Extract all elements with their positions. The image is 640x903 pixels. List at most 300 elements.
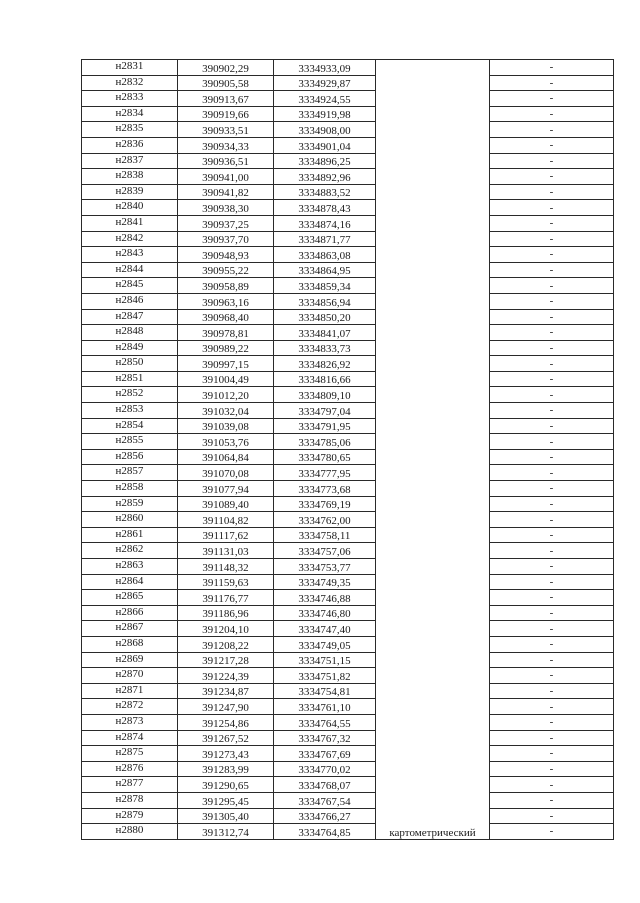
x-coordinate-cell: 390902,29	[178, 60, 274, 76]
x-coordinate-cell: 391290,65	[178, 777, 274, 793]
x-coordinate-cell: 391004,49	[178, 371, 274, 387]
accuracy-cell: -	[490, 403, 614, 419]
x-coordinate-cell: 390919,66	[178, 106, 274, 122]
point-number-cell: н2844	[82, 262, 178, 278]
table-row	[82, 761, 614, 777]
table-row	[82, 169, 614, 185]
point-number-cell: н2862	[82, 543, 178, 559]
accuracy-cell: -	[490, 481, 614, 497]
table-row	[82, 808, 614, 824]
y-coordinate-cell: 3334764,85	[274, 824, 376, 840]
x-coordinate-cell: 390968,40	[178, 309, 274, 325]
accuracy-cell: -	[490, 184, 614, 200]
point-number-cell: н2849	[82, 340, 178, 356]
method-cell	[376, 434, 490, 450]
y-coordinate-cell: 3334797,04	[274, 403, 376, 419]
x-coordinate-cell: 391273,43	[178, 746, 274, 762]
x-coordinate-cell: 391077,94	[178, 481, 274, 497]
point-number-cell: н2831	[82, 60, 178, 76]
table-row	[82, 777, 614, 793]
accuracy-cell: -	[490, 668, 614, 684]
method-cell: картометрический	[376, 824, 490, 840]
table-row	[82, 699, 614, 715]
y-coordinate-cell: 3334751,15	[274, 652, 376, 668]
x-coordinate-cell: 391012,20	[178, 387, 274, 403]
y-coordinate-cell: 3334757,06	[274, 543, 376, 559]
method-cell	[376, 465, 490, 481]
point-number-cell: н2848	[82, 325, 178, 341]
point-number-cell: н2842	[82, 231, 178, 247]
table-row	[82, 621, 614, 637]
table-row	[82, 403, 614, 419]
accuracy-cell: -	[490, 278, 614, 294]
y-coordinate-cell: 3334864,95	[274, 262, 376, 278]
accuracy-cell: -	[490, 325, 614, 341]
point-number-cell: н2838	[82, 169, 178, 185]
x-coordinate-cell: 390978,81	[178, 325, 274, 341]
coordinates-table	[81, 59, 614, 840]
method-cell	[376, 262, 490, 278]
table-row	[82, 652, 614, 668]
accuracy-cell: -	[490, 340, 614, 356]
table-row	[82, 449, 614, 465]
x-coordinate-cell: 391159,63	[178, 574, 274, 590]
x-coordinate-cell: 391295,45	[178, 792, 274, 808]
method-cell	[376, 325, 490, 341]
coordinates-table-body	[82, 60, 614, 840]
accuracy-cell: -	[490, 153, 614, 169]
accuracy-cell: -	[490, 730, 614, 746]
y-coordinate-cell: 3334764,55	[274, 714, 376, 730]
table-row	[82, 247, 614, 263]
x-coordinate-cell: 390938,30	[178, 200, 274, 216]
method-cell	[376, 449, 490, 465]
point-number-cell: н2864	[82, 574, 178, 590]
method-cell	[376, 247, 490, 263]
accuracy-cell: -	[490, 75, 614, 91]
x-coordinate-cell: 390948,93	[178, 247, 274, 263]
y-coordinate-cell: 3334753,77	[274, 559, 376, 575]
point-number-cell: н2872	[82, 699, 178, 715]
y-coordinate-cell: 3334933,09	[274, 60, 376, 76]
y-coordinate-cell: 3334746,88	[274, 590, 376, 606]
table-row	[82, 824, 614, 840]
point-number-cell: н2839	[82, 184, 178, 200]
accuracy-cell: -	[490, 746, 614, 762]
method-cell	[376, 590, 490, 606]
y-coordinate-cell: 3334761,10	[274, 699, 376, 715]
method-cell	[376, 574, 490, 590]
y-coordinate-cell: 3334929,87	[274, 75, 376, 91]
point-number-cell: н2856	[82, 449, 178, 465]
table-row	[82, 293, 614, 309]
x-coordinate-cell: 391131,03	[178, 543, 274, 559]
table-row	[82, 106, 614, 122]
x-coordinate-cell: 391064,84	[178, 449, 274, 465]
method-cell	[376, 527, 490, 543]
point-number-cell: н2841	[82, 215, 178, 231]
method-cell	[376, 792, 490, 808]
x-coordinate-cell: 390913,67	[178, 91, 274, 107]
x-coordinate-cell: 390934,33	[178, 137, 274, 153]
method-cell	[376, 153, 490, 169]
x-coordinate-cell: 391254,86	[178, 714, 274, 730]
x-coordinate-cell: 391208,22	[178, 636, 274, 652]
x-coordinate-cell: 390958,89	[178, 278, 274, 294]
table-row	[82, 714, 614, 730]
y-coordinate-cell: 3334769,19	[274, 496, 376, 512]
x-coordinate-cell: 390997,15	[178, 356, 274, 372]
method-cell	[376, 387, 490, 403]
table-row	[82, 527, 614, 543]
accuracy-cell: -	[490, 231, 614, 247]
method-cell	[376, 418, 490, 434]
method-cell	[376, 184, 490, 200]
point-number-cell: н2832	[82, 75, 178, 91]
accuracy-cell: -	[490, 262, 614, 278]
y-coordinate-cell: 3334773,68	[274, 481, 376, 497]
method-cell	[376, 137, 490, 153]
point-number-cell: н2853	[82, 403, 178, 419]
y-coordinate-cell: 3334816,66	[274, 371, 376, 387]
table-row	[82, 730, 614, 746]
table-row	[82, 668, 614, 684]
x-coordinate-cell: 390955,22	[178, 262, 274, 278]
y-coordinate-cell: 3334747,40	[274, 621, 376, 637]
accuracy-cell: -	[490, 574, 614, 590]
accuracy-cell: -	[490, 434, 614, 450]
method-cell	[376, 293, 490, 309]
table-row	[82, 91, 614, 107]
method-cell	[376, 605, 490, 621]
table-row	[82, 231, 614, 247]
y-coordinate-cell: 3334874,16	[274, 215, 376, 231]
x-coordinate-cell: 391117,62	[178, 527, 274, 543]
y-coordinate-cell: 3334766,27	[274, 808, 376, 824]
y-coordinate-cell: 3334785,06	[274, 434, 376, 450]
x-coordinate-cell: 391032,04	[178, 403, 274, 419]
accuracy-cell: -	[490, 605, 614, 621]
y-coordinate-cell: 3334859,34	[274, 278, 376, 294]
table-row	[82, 309, 614, 325]
point-number-cell: н2866	[82, 605, 178, 621]
point-number-cell: н2871	[82, 683, 178, 699]
point-number-cell: н2860	[82, 512, 178, 528]
table-row	[82, 262, 614, 278]
method-cell	[376, 403, 490, 419]
point-number-cell: н2880	[82, 824, 178, 840]
table-row	[82, 137, 614, 153]
table-row	[82, 481, 614, 497]
x-coordinate-cell: 391204,10	[178, 621, 274, 637]
x-coordinate-cell: 391217,28	[178, 652, 274, 668]
point-number-cell: н2854	[82, 418, 178, 434]
x-coordinate-cell: 391224,39	[178, 668, 274, 684]
y-coordinate-cell: 3334767,32	[274, 730, 376, 746]
point-number-cell: н2850	[82, 356, 178, 372]
table-row	[82, 590, 614, 606]
y-coordinate-cell: 3334908,00	[274, 122, 376, 138]
y-coordinate-cell: 3334767,69	[274, 746, 376, 762]
y-coordinate-cell: 3334777,95	[274, 465, 376, 481]
accuracy-cell: -	[490, 808, 614, 824]
y-coordinate-cell: 3334883,52	[274, 184, 376, 200]
table-row	[82, 122, 614, 138]
accuracy-cell: -	[490, 371, 614, 387]
x-coordinate-cell: 391089,40	[178, 496, 274, 512]
accuracy-cell: -	[490, 496, 614, 512]
point-number-cell: н2861	[82, 527, 178, 543]
accuracy-cell: -	[490, 122, 614, 138]
method-cell	[376, 777, 490, 793]
accuracy-cell: -	[490, 449, 614, 465]
method-cell	[376, 309, 490, 325]
accuracy-cell: -	[490, 777, 614, 793]
y-coordinate-cell: 3334749,05	[274, 636, 376, 652]
y-coordinate-cell: 3334833,73	[274, 340, 376, 356]
point-number-cell: н2835	[82, 122, 178, 138]
point-number-cell: н2868	[82, 636, 178, 652]
method-cell	[376, 652, 490, 668]
table-row	[82, 543, 614, 559]
method-cell	[376, 714, 490, 730]
table-row	[82, 371, 614, 387]
x-coordinate-cell: 391053,76	[178, 434, 274, 450]
x-coordinate-cell: 390941,82	[178, 184, 274, 200]
y-coordinate-cell: 3334754,81	[274, 683, 376, 699]
x-coordinate-cell: 390989,22	[178, 340, 274, 356]
table-row	[82, 496, 614, 512]
x-coordinate-cell: 390933,51	[178, 122, 274, 138]
table-row	[82, 340, 614, 356]
accuracy-cell: -	[490, 309, 614, 325]
table-row	[82, 792, 614, 808]
accuracy-cell: -	[490, 106, 614, 122]
point-number-cell: н2874	[82, 730, 178, 746]
y-coordinate-cell: 3334901,04	[274, 137, 376, 153]
method-cell	[376, 699, 490, 715]
coordinates-document	[81, 59, 613, 840]
point-number-cell: н2851	[82, 371, 178, 387]
method-cell	[376, 278, 490, 294]
table-row	[82, 75, 614, 91]
x-coordinate-cell: 390963,16	[178, 293, 274, 309]
accuracy-cell: -	[490, 652, 614, 668]
method-cell	[376, 200, 490, 216]
method-cell	[376, 340, 490, 356]
method-cell	[376, 91, 490, 107]
point-number-cell: н2852	[82, 387, 178, 403]
accuracy-cell: -	[490, 683, 614, 699]
y-coordinate-cell: 3334767,54	[274, 792, 376, 808]
y-coordinate-cell: 3334751,82	[274, 668, 376, 684]
y-coordinate-cell: 3334892,96	[274, 169, 376, 185]
method-cell	[376, 496, 490, 512]
accuracy-cell: -	[490, 247, 614, 263]
x-coordinate-cell: 391176,77	[178, 590, 274, 606]
method-cell	[376, 621, 490, 637]
table-row	[82, 200, 614, 216]
y-coordinate-cell: 3334863,08	[274, 247, 376, 263]
table-row	[82, 512, 614, 528]
method-cell	[376, 356, 490, 372]
accuracy-cell: -	[490, 699, 614, 715]
y-coordinate-cell: 3334841,07	[274, 325, 376, 341]
accuracy-cell: -	[490, 590, 614, 606]
y-coordinate-cell: 3334924,55	[274, 91, 376, 107]
y-coordinate-cell: 3334780,65	[274, 449, 376, 465]
point-number-cell: н2878	[82, 792, 178, 808]
y-coordinate-cell: 3334791,95	[274, 418, 376, 434]
method-cell	[376, 169, 490, 185]
y-coordinate-cell: 3334871,77	[274, 231, 376, 247]
accuracy-cell: -	[490, 200, 614, 216]
accuracy-cell: -	[490, 387, 614, 403]
x-coordinate-cell: 391186,96	[178, 605, 274, 621]
point-number-cell: н2837	[82, 153, 178, 169]
method-cell	[376, 730, 490, 746]
method-cell	[376, 668, 490, 684]
accuracy-cell: -	[490, 137, 614, 153]
method-cell	[376, 808, 490, 824]
point-number-cell: н2863	[82, 559, 178, 575]
table-row	[82, 418, 614, 434]
table-row	[82, 325, 614, 341]
y-coordinate-cell: 3334768,07	[274, 777, 376, 793]
accuracy-cell: -	[490, 465, 614, 481]
table-row	[82, 278, 614, 294]
accuracy-cell: -	[490, 543, 614, 559]
x-coordinate-cell: 390941,00	[178, 169, 274, 185]
method-cell	[376, 215, 490, 231]
point-number-cell: н2870	[82, 668, 178, 684]
table-row	[82, 215, 614, 231]
accuracy-cell: -	[490, 215, 614, 231]
x-coordinate-cell: 391104,82	[178, 512, 274, 528]
accuracy-cell: -	[490, 293, 614, 309]
table-row	[82, 574, 614, 590]
table-row	[82, 356, 614, 372]
method-cell	[376, 543, 490, 559]
method-cell	[376, 559, 490, 575]
accuracy-cell: -	[490, 824, 614, 840]
method-cell	[376, 231, 490, 247]
table-row	[82, 746, 614, 762]
y-coordinate-cell: 3334850,20	[274, 309, 376, 325]
table-row	[82, 683, 614, 699]
x-coordinate-cell: 391234,87	[178, 683, 274, 699]
point-number-cell: н2843	[82, 247, 178, 263]
x-coordinate-cell: 391039,08	[178, 418, 274, 434]
method-cell	[376, 122, 490, 138]
accuracy-cell: -	[490, 91, 614, 107]
point-number-cell: н2875	[82, 746, 178, 762]
x-coordinate-cell: 390905,58	[178, 75, 274, 91]
y-coordinate-cell: 3334878,43	[274, 200, 376, 216]
table-row	[82, 60, 614, 76]
table-row	[82, 559, 614, 575]
point-number-cell: н2865	[82, 590, 178, 606]
y-coordinate-cell: 3334758,11	[274, 527, 376, 543]
table-row	[82, 465, 614, 481]
point-number-cell: н2836	[82, 137, 178, 153]
accuracy-cell: -	[490, 356, 614, 372]
point-number-cell: н2846	[82, 293, 178, 309]
point-number-cell: н2840	[82, 200, 178, 216]
table-row	[82, 153, 614, 169]
method-cell	[376, 683, 490, 699]
method-cell	[376, 75, 490, 91]
point-number-cell: н2859	[82, 496, 178, 512]
x-coordinate-cell: 391283,99	[178, 761, 274, 777]
accuracy-cell: -	[490, 418, 614, 434]
accuracy-cell: -	[490, 60, 614, 76]
accuracy-cell: -	[490, 636, 614, 652]
point-number-cell: н2869	[82, 652, 178, 668]
table-row	[82, 605, 614, 621]
accuracy-cell: -	[490, 714, 614, 730]
method-cell	[376, 761, 490, 777]
point-number-cell: н2833	[82, 91, 178, 107]
point-number-cell: н2879	[82, 808, 178, 824]
method-cell	[376, 106, 490, 122]
method-cell	[376, 636, 490, 652]
x-coordinate-cell: 390937,25	[178, 215, 274, 231]
y-coordinate-cell: 3334770,02	[274, 761, 376, 777]
point-number-cell: н2873	[82, 714, 178, 730]
accuracy-cell: -	[490, 512, 614, 528]
point-number-cell: н2847	[82, 309, 178, 325]
point-number-cell: н2867	[82, 621, 178, 637]
point-number-cell: н2857	[82, 465, 178, 481]
x-coordinate-cell: 391267,52	[178, 730, 274, 746]
table-row	[82, 184, 614, 200]
accuracy-cell: -	[490, 621, 614, 637]
accuracy-cell: -	[490, 527, 614, 543]
table-row	[82, 434, 614, 450]
y-coordinate-cell: 3334919,98	[274, 106, 376, 122]
x-coordinate-cell: 390936,51	[178, 153, 274, 169]
accuracy-cell: -	[490, 761, 614, 777]
x-coordinate-cell: 391312,74	[178, 824, 274, 840]
table-row	[82, 387, 614, 403]
accuracy-cell: -	[490, 169, 614, 185]
method-cell	[376, 746, 490, 762]
table-row	[82, 636, 614, 652]
method-cell	[376, 481, 490, 497]
y-coordinate-cell: 3334749,35	[274, 574, 376, 590]
point-number-cell: н2877	[82, 777, 178, 793]
method-cell	[376, 60, 490, 76]
method-cell	[376, 512, 490, 528]
x-coordinate-cell: 391247,90	[178, 699, 274, 715]
accuracy-cell: -	[490, 792, 614, 808]
x-coordinate-cell: 390937,70	[178, 231, 274, 247]
x-coordinate-cell: 391305,40	[178, 808, 274, 824]
y-coordinate-cell: 3334746,80	[274, 605, 376, 621]
y-coordinate-cell: 3334896,25	[274, 153, 376, 169]
point-number-cell: н2876	[82, 761, 178, 777]
y-coordinate-cell: 3334826,92	[274, 356, 376, 372]
y-coordinate-cell: 3334762,00	[274, 512, 376, 528]
x-coordinate-cell: 391070,08	[178, 465, 274, 481]
point-number-cell: н2834	[82, 106, 178, 122]
point-number-cell: н2855	[82, 434, 178, 450]
accuracy-cell: -	[490, 559, 614, 575]
x-coordinate-cell: 391148,32	[178, 559, 274, 575]
point-number-cell: н2845	[82, 278, 178, 294]
method-cell	[376, 371, 490, 387]
